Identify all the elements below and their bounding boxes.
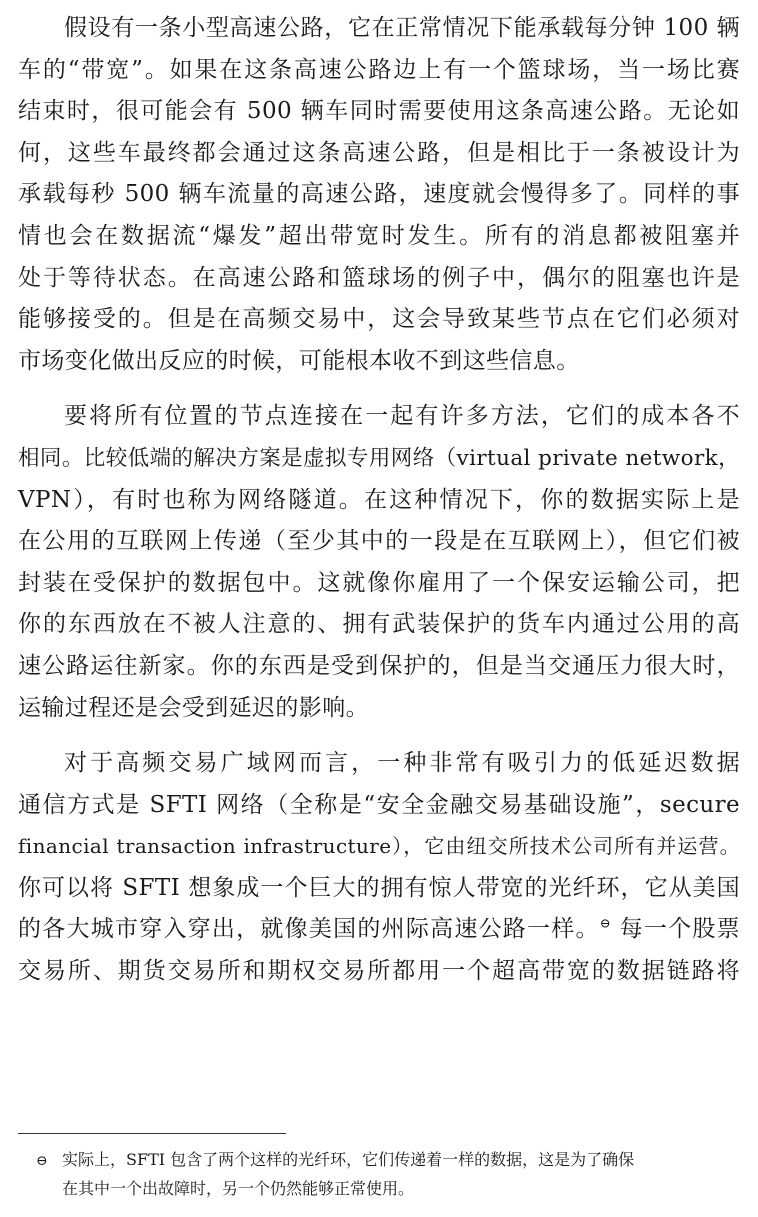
text-line: 处于等待状态。在高速公路和篮球场的例子中，偶尔的阻塞也许是	[18, 264, 740, 291]
text-line: 通信方式是 SFTI 网络（全称是“安全金融交易基础设施”，secure	[18, 791, 740, 818]
paragraph-vpn	[18, 396, 740, 729]
text-line: 你可以将 SFTI 想象成一个巨大的拥有惊人带宽的光纤环，它从美国	[18, 874, 740, 901]
paragraph-sfti	[18, 743, 740, 993]
text-line: 相同。比较低端的解决方案是虚拟专用网络（virtual private network，	[18, 445, 740, 471]
text-line: 能够接受的。但是在高频交易中，这会导致某些节点在它们必须对	[18, 306, 740, 333]
text-line: 情也会在数据流“爆发”超出带宽时发生。所有的消息都被阻塞并	[18, 222, 740, 249]
footnote-reference: ⊖	[599, 916, 612, 932]
text-line: financial transaction infrastructure），它由纽交所技术公司所有并运营。	[18, 834, 740, 859]
footnote-line: 在其中一个出故障时，另一个仍然能够正常使用。	[62, 1179, 415, 1198]
text-line: 假设有一条小型高速公路，它在正常情况下能承载每分钟 100 辆	[64, 15, 740, 41]
text-line: 在公用的互联网上传递（至少其中的一段是在互联网上），但它们被	[18, 528, 740, 555]
text-line: 封装在受保护的数据包中。这就像你雇用了一个保安运输公司，把	[18, 569, 740, 596]
text-line: 速公路运往新家。你的东西是受到保护的，但是当交通压力很大时，	[18, 652, 740, 679]
text-line: 你的东西放在不被人注意的、拥有武装保护的货车内通过公用的高	[18, 611, 740, 638]
text-line: 市场变化做出反应的时候，可能根本收不到这些信息。	[18, 347, 580, 374]
text-line-with-footnote	[18, 909, 740, 951]
text-line: 对于高频交易广域网而言，一种非常有吸引力的低延迟数据	[64, 750, 740, 777]
text-segment: 每一个股票	[611, 916, 740, 943]
footnote	[36, 1146, 736, 1202]
text-line: VPN），有时也称为网络隧道。在这种情况下，你的数据实际上是	[18, 486, 740, 513]
text-line: 车的“带宽”。如果在这条高速公路边上有一个篮球场，当一场比赛	[18, 56, 740, 83]
text-line: 要将所有位置的节点连接在一起有许多方法，它们的成本各不	[64, 403, 740, 430]
text-line: 运输过程还是会受到延迟的影响。	[18, 694, 369, 721]
text-line: 何，这些车最终都会通过这条高速公路，但是相比于一条被设计为	[18, 139, 740, 166]
footnote-divider	[18, 1133, 286, 1134]
text-line: 承载每秒 500 辆车流量的高速公路，速度就会慢得多了。同样的事	[18, 181, 740, 208]
paragraph-highway-bandwidth	[18, 8, 740, 382]
text-segment: 的各大城市穿入穿出，就像美国的州际高速公路一样。	[18, 916, 600, 943]
footnote-line	[36, 1146, 736, 1175]
footnote-marker: ⊖	[36, 1153, 48, 1169]
text-line: 结束时，很可能会有 500 辆车同时需要使用这条高速公路。无论如	[18, 98, 740, 125]
footnote-text: 实际上，SFTI 包含了两个这样的光纤环，它们传递着一样的数据，这是为了确保	[62, 1150, 635, 1169]
text-line: 交易所、期货交易所和期权交易所都用一个超高带宽的数据链路将	[18, 958, 740, 985]
